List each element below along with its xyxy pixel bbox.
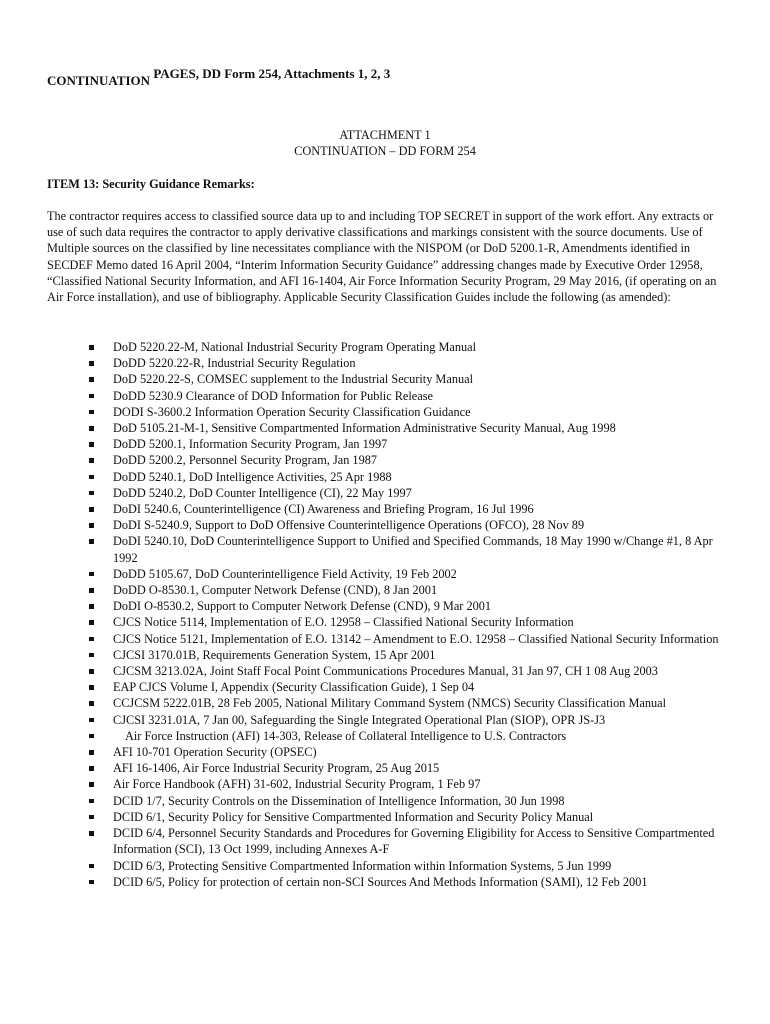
bullet-icon [89, 394, 94, 399]
bullet-icon [89, 523, 94, 528]
list-item: DoDI S-5240.9, Support to DoD Offensive Counterintelligence Operations (OFCO), 28 Nov 89 [0, 517, 723, 533]
list-item: CJCS Notice 5121, Implementation of E.O. 13142 – Amendment to E.O. 12958 – Classified National Security Information [0, 631, 723, 647]
list-item: DoDD 5240.2, DoD Counter Intelligence (CI), 22 May 1997 [0, 485, 723, 501]
bullet-icon [89, 718, 94, 723]
list-item: EAP CJCS Volume I, Appendix (Security Classification Guide), 1 Sep 04 [0, 679, 723, 695]
list-item: DoD 5220.22-S, COMSEC supplement to the Industrial Security Manual [0, 371, 723, 387]
bullet-icon [89, 766, 94, 771]
list-item: DoDI 5240.6, Counterintelligence (CI) Awareness and Briefing Program, 16 Jul 1996 [0, 501, 723, 517]
bullet-icon [89, 880, 94, 885]
bullet-icon [89, 458, 94, 463]
bullet-icon [89, 426, 94, 431]
list-item: DCID 6/5, Policy for protection of certain non-SCI Sources And Methods Information (SAMI), 12 Feb 2001 [0, 874, 723, 890]
bullet-icon [89, 685, 94, 690]
list-item: DCID 1/7, Security Controls on the Dissemination of Intelligence Information, 30 Jun 1998 [0, 793, 723, 809]
page-header-title [47, 66, 391, 88]
classification-guides-list [0, 339, 770, 890]
bullet-icon [89, 588, 94, 593]
list-item: DCID 6/4, Personnel Security Standards and Procedures for Governing Eligibility for Access to Sensitive Compartmented Information (SCI), 13 Oct 1999, including Annexes A-F [0, 825, 723, 857]
list-item: CJCSM 3213.02A, Joint Staff Focal Point Communications Procedures Manual, 31 Jan 97, CH 1 08 Aug 2003 [0, 663, 723, 679]
list-item: DCID 6/1, Security Policy for Sensitive Compartmented Information and Security Policy Manual [0, 809, 723, 825]
bullet-icon [89, 410, 94, 415]
list-item: Air Force Instruction (AFI) 14-303, Release of Collateral Intelligence to U.S. Contractors [0, 728, 723, 744]
attachment-subtitle: CONTINUATION – DD FORM 254 [294, 144, 476, 159]
bullet-icon [89, 701, 94, 706]
list-item: DCID 6/3, Protecting Sensitive Compartmented Information within Information Systems, 5 Jun 1999 [0, 858, 723, 874]
list-item: DoD 5105.21-M-1, Sensitive Compartmented Information Administrative Security Manual, Aug 1998 [0, 420, 723, 436]
list-item: DoDD O-8530.1, Computer Network Defense (CND), 8 Jan 2001 [0, 582, 723, 598]
bullet-icon [89, 734, 94, 739]
item-heading: ITEM 13: Security Guidance Remarks: [47, 177, 255, 191]
list-item: CJCS Notice 5114, Implementation of E.O. 12958 – Classified National Security Information [0, 614, 723, 630]
bullet-icon [89, 750, 94, 755]
list-item: DoDD 5200.1, Information Security Program, Jan 1997 [0, 436, 723, 452]
bullet-icon [89, 864, 94, 869]
bullet-icon [89, 604, 94, 609]
header-title-rest: PAGES, DD Form 254, Attachments 1, 2, 3 [153, 66, 391, 81]
list-item: DoDD 5200.2, Personnel Security Program, Jan 1987 [0, 452, 723, 468]
bullet-icon [89, 491, 94, 496]
bullet-icon [89, 831, 94, 836]
list-item: DoDD 5230.9 Clearance of DOD Information for Public Release [0, 388, 723, 404]
list-item: DoDI 5240.10, DoD Counterintelligence Support to Unified and Specified Commands, 18 May 1990 w/Change #1, 8 Apr 1992 [0, 533, 723, 565]
bullet-icon [89, 507, 94, 512]
bullet-icon [89, 475, 94, 480]
bullet-icon [89, 815, 94, 820]
list-item: DODI S-3600.2 Information Operation Security Classification Guidance [0, 404, 723, 420]
list-item: AFI 16-1406, Air Force Industrial Security Program, 25 Aug 2015 [0, 760, 723, 776]
bullet-icon [89, 669, 94, 674]
list-item: AFI 10-701 Operation Security (OPSEC) [0, 744, 723, 760]
bullet-icon [89, 539, 94, 544]
bullet-icon [89, 637, 94, 642]
attachment-heading [0, 127, 770, 159]
bullet-icon [89, 653, 94, 658]
list-item: DoDI O-8530.2, Support to Computer Network Defense (CND), 9 Mar 2001 [0, 598, 723, 614]
header-title-prefix: CONTINUATION [47, 73, 151, 88]
list-item: Air Force Handbook (AFH) 31-602, Industrial Security Program, 1 Feb 97 [0, 776, 723, 792]
list-item: CJCSI 3170.01B, Requirements Generation System, 15 Apr 2001 [0, 647, 723, 663]
attachment-number: ATTACHMENT 1 [339, 128, 431, 142]
list-item: DoDD 5105.67, DoD Counterintelligence Field Activity, 19 Feb 2002 [0, 566, 723, 582]
bullet-icon [89, 377, 94, 382]
remarks-paragraph: The contractor requires access to classified source data up to and including TOP SECRET in support of the work effort. Any extracts or use of such data requires the contractor to apply derivative classifications and markings consistent with the source documents. Use of Multiple sources on the classified by line necessitates compliance with the NISPOM (or DoD 5200.1-R, Amendments identified in SECDEF Memo dated 16 April 2004, “Interim Information Security Guidance” addressing changes made by Executive Order 12958, “Classified National Security Information, and AFI 16-1404, Air Force Information Security Program, 29 May 2016, (if operating on an Air Force installation), and use of bibliography. Applicable Security Classification Guides include the following (as amended): [47, 209, 717, 305]
list-item: DoDD 5240.1, DoD Intelligence Activities, 25 Apr 1988 [0, 469, 723, 485]
bullet-icon [89, 782, 94, 787]
bullet-icon [89, 572, 94, 577]
bullet-icon [89, 442, 94, 447]
list-item: DoDD 5220.22-R, Industrial Security Regulation [0, 355, 723, 371]
bullet-icon [89, 799, 94, 804]
list-item: CJCSI 3231.01A, 7 Jan 00, Safeguarding the Single Integrated Operational Plan (SIOP), OPR JS-J3 [0, 712, 723, 728]
list-item: CCJCSM 5222.01B, 28 Feb 2005, National Military Command System (NMCS) Security Classification Manual [0, 695, 723, 711]
bullet-icon [89, 345, 94, 350]
bullet-icon [89, 361, 94, 366]
list-item: DoD 5220.22-M, National Industrial Security Program Operating Manual [0, 339, 723, 355]
bullet-icon [89, 620, 94, 625]
